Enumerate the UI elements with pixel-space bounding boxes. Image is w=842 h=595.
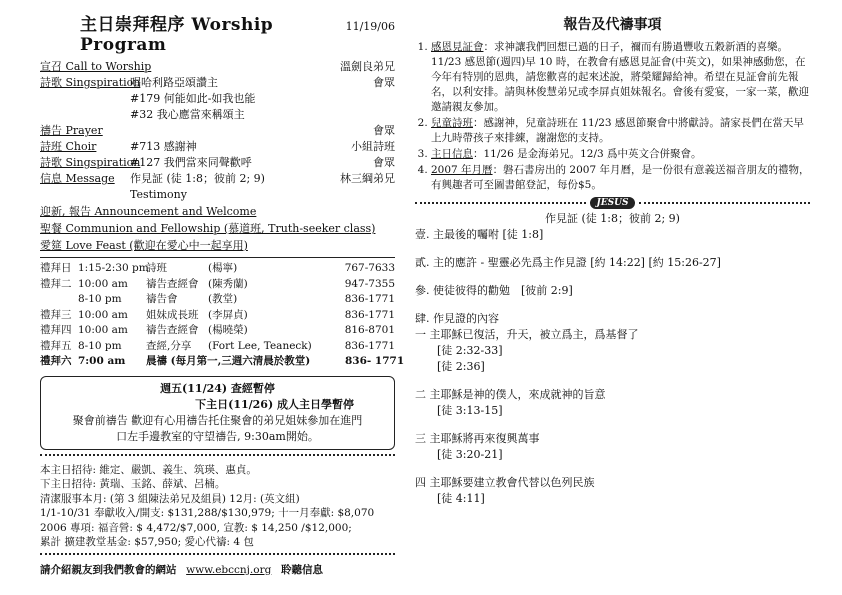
announcements-title: 報告及代禱事項 (563, 17, 662, 33)
schedule-day: 禮拜五 (40, 339, 72, 352)
announcement-heading: 主日信息 (431, 148, 473, 160)
schedule-event: 禱告查經會 (146, 277, 199, 290)
sermon-title: 作見証 (徒 1:8；彼前 2; 9) (545, 212, 680, 225)
program-row (40, 107, 395, 123)
footer-text: 請介紹親友到我們教會的網站 (40, 563, 177, 576)
announcement-heading: 兒童詩班 (431, 117, 473, 129)
schedule-time: 10:00 am (78, 324, 128, 336)
schedule-row (40, 292, 395, 308)
program-line: 迎新, 報告 Announcement and Welcome (40, 205, 257, 218)
jesus-badge: JESUS (590, 197, 636, 209)
announcement-item (431, 147, 810, 162)
schedule-time: 7:00 am (78, 355, 126, 367)
schedule-phone: 767-7633 (344, 262, 395, 274)
sermon-outline (415, 211, 810, 507)
program-item: 宣召 Call to Worship (40, 60, 152, 73)
program-row (40, 75, 395, 91)
footer-tail: 聆聽信息 (280, 563, 323, 576)
schedule-day: 禮拜三 (40, 308, 72, 321)
schedule-time: 8-10 pm (78, 339, 122, 352)
schedule-time: 1:15-2:30 pm (78, 262, 149, 274)
scripture-ref: [徒 3:20-21] (437, 448, 503, 461)
program-item (40, 107, 130, 123)
scripture-ref: [徒 4:11] (437, 492, 485, 505)
program-detail: 唱哈利路亞頌讚主 (130, 76, 218, 89)
note-line: 累計 擴建教堂基金: $57,950; 愛心代禱: 4 包 (40, 536, 254, 548)
schedule-contact: (Fort Lee, Teaneck) (208, 339, 312, 352)
right-column (415, 14, 810, 507)
schedule-row (40, 261, 395, 277)
jesus-divider (415, 197, 810, 209)
schedule-event: 姐妹成長班 (146, 308, 199, 321)
schedule-day (40, 292, 78, 308)
sermon-subpoint: 四 主耶穌要建立教會代替以色列民族 (415, 476, 595, 489)
schedule-phone: 836-1771 (344, 339, 395, 352)
schedule-time: 10:00 am (78, 277, 128, 290)
footer (40, 562, 395, 577)
announcement-body: ：11/26 是金海弟兄。12/3 爲中英文合併聚會。 (473, 148, 702, 160)
program-detail: 作見証 (徒 1:8；彼前 2; 9) (130, 172, 265, 185)
program-row (40, 155, 395, 171)
program-item: 禱告 Prayer (40, 124, 103, 137)
divider (40, 454, 395, 460)
program-item (40, 187, 130, 203)
notice-scroll (40, 376, 395, 450)
note-line: 清潔服事本月: (第 3 組陳法弟兄及組員) 12月: (英文組) (40, 492, 300, 505)
notice-line: 聚會前禱告 歡迎有心用禱告托住聚會的弟兄姐妹參加在進門 (72, 413, 363, 427)
program-leader: 會眾 (373, 76, 395, 89)
program-line: 聖餐 Communion and Fellowship (慕道班, Truth-seeker class) (40, 222, 376, 235)
program-detail (130, 123, 373, 139)
announcement-heading: 2007 年月曆 (431, 164, 493, 176)
program-detail: #713 感謝神 (130, 140, 197, 153)
announcement-heading: 感恩見証會 (431, 41, 484, 53)
note-line: 本主日招待: 維定、嚴凱、義生、筑瑛、惠貞。 (40, 463, 257, 476)
program-item (40, 91, 130, 107)
church-notes (40, 463, 395, 550)
schedule-event: 禱告會 (146, 293, 178, 305)
program-item: 詩歌 Singspiration (40, 76, 141, 89)
sermon-subpoint: 三 主耶穌將再來復興萬事 (415, 432, 540, 445)
scripture-ref: [徒 2:32-33] (437, 344, 503, 357)
announcement-item (431, 40, 810, 115)
sermon-point: 肆. 作見證的內容 (415, 312, 499, 325)
schedule-row (40, 354, 405, 370)
program-detail: #127 我們當來同聲歡呼 (130, 156, 252, 169)
sermon-point: 參. 使徒彼得的勸勉 [彼前 2:9] (415, 284, 573, 297)
schedule-event: 詩班 (146, 262, 167, 274)
scripture-ref: [徒 2:36] (437, 360, 485, 373)
schedule-row (40, 323, 395, 339)
schedule-day: 禮拜四 (40, 324, 72, 336)
program-row (40, 59, 395, 75)
announcement-list (415, 40, 810, 193)
page-title: 主日崇拜程序 Worship Program (80, 15, 274, 55)
program-item: 詩班 Choir (40, 140, 97, 153)
schedule-row (40, 277, 395, 293)
program-row (40, 171, 395, 187)
header (40, 10, 395, 55)
divider-line (415, 202, 586, 204)
divider (40, 553, 395, 559)
schedule-phone: 947-7355 (344, 277, 395, 290)
schedule-contact: (陳秀蘭) (208, 277, 248, 290)
schedule-time: 8-10 pm (78, 293, 122, 305)
program-item: 信息 Message (40, 172, 115, 185)
schedule-day: 禮拜日 (40, 262, 72, 274)
left-column (40, 10, 405, 577)
sermon-subpoint: 二 主耶穌是神的僕人，來成就神的旨意 (415, 388, 606, 401)
program-leader: 會眾 (373, 124, 395, 137)
announcement-body: ：磐石書房出的 2007 年月曆，是一份很有意義送福音朋友的禮物，有興趣者可至圖書館登記，每份$5。 (431, 164, 810, 191)
program-row (40, 187, 395, 203)
notice-line: 週五(11/24) 查經暫停 (160, 381, 275, 395)
program-leader: 會眾 (373, 156, 395, 169)
weekly-schedule (40, 261, 405, 370)
schedule-day: 禮拜六 (40, 355, 72, 367)
schedule-day: 禮拜二 (40, 277, 72, 290)
schedule-event: 禱告查經會 (146, 324, 199, 336)
website-link[interactable]: www.ebccnj.org (186, 563, 272, 576)
program-leader: 林三綱弟兄 (340, 172, 395, 185)
announcement-item (431, 116, 810, 146)
schedule-phone: 816-8701 (344, 324, 395, 336)
note-line: 1/1-10/31 奉獻收入/開支: $131,288/$130,979; 十一月奉獻: $8,070 (40, 507, 375, 519)
program-detail: Testimony (130, 188, 187, 201)
schedule-contact: (教堂) (208, 293, 238, 305)
program-detail (130, 59, 340, 75)
schedule-time: 10:00 am (78, 308, 128, 321)
announcement-item (431, 163, 810, 193)
schedule-row (40, 308, 395, 324)
scripture-ref: [徒 3:13-15] (437, 404, 503, 417)
program-item: 詩歌 Singspiration (40, 156, 141, 169)
schedule-contact: (楊曉榮) (208, 324, 248, 336)
schedule-event: 晨禱 (每月第一,三週六清晨於教堂) (146, 355, 311, 367)
announcement-body: ：感謝神，兒童詩班在 11/23 感恩節聚會中將獻詩。請家長們在當天早上九時帶孩子來排練，謝謝您的支持。 (431, 117, 804, 144)
note-line: 2006 專項: 福音營: $ 4,472/$7,000, 宣教: $ 14,250 /$12,000; (40, 521, 352, 534)
program-line: 愛筵 Love Feast (歡迎在愛心中一起享用) (40, 239, 248, 252)
program-leader: 小組詩班 (351, 140, 395, 153)
program-leader: 溫劍良弟兄 (340, 60, 395, 73)
announcement-body: ：求神讓我們回想已過的日子，禰而有勝過豐收五穀新酒的喜樂。11/23 感恩節(週四)早 10 時，在教會有感恩見証會(中英文)，如果神感動您，在今年有特別的恩典，請您歡喜的起來述說，將榮耀歸給神。希望在見証會前先報名，以利安排。請與林俊慧弟兄或李屏貞姐妹報名。會後有愛宴，一家一菜，歡迎邀請親友參加。 (431, 41, 809, 113)
worship-program (40, 59, 395, 254)
schedule-phone: 836- 1771 (345, 355, 405, 367)
sermon-subpoint: 一 主耶穌已復活，升天，被立爲主，爲基督了 (415, 328, 639, 341)
program-detail: #179 何能如此-如我也能 (130, 92, 256, 105)
schedule-event: 查經,分享 (146, 339, 192, 352)
sermon-point: 壹. 主最後的囑咐 [徒 1:8] (415, 228, 544, 241)
schedule-phone: 836-1771 (344, 293, 395, 305)
program-row (40, 123, 395, 139)
program-row (40, 139, 395, 155)
notice-line: 下主日(11/26) 成人主日學暫停 (195, 397, 354, 411)
divider (40, 257, 395, 258)
schedule-phone: 836-1771 (344, 308, 395, 321)
program-row (40, 91, 395, 107)
divider-line (639, 202, 810, 204)
note-line: 下主日招待: 黃瑞、玉銘、薛斌、呂楠。 (40, 478, 226, 490)
program-detail: #32 我心應當來稱頌主 (130, 108, 245, 121)
schedule-contact: (楊寧) (208, 262, 238, 274)
schedule-row (40, 339, 395, 355)
notice-line: 口左手邊教室的守望禱告, 9:30am開始。 (116, 429, 319, 443)
sermon-point: 貳. 主的應許 - 聖靈必先爲主作見證 [約 14:22] [約 15:26-27] (415, 256, 721, 269)
bulletin-date: 11/19/06 (345, 20, 395, 33)
schedule-contact: (李屏貞) (208, 308, 248, 321)
